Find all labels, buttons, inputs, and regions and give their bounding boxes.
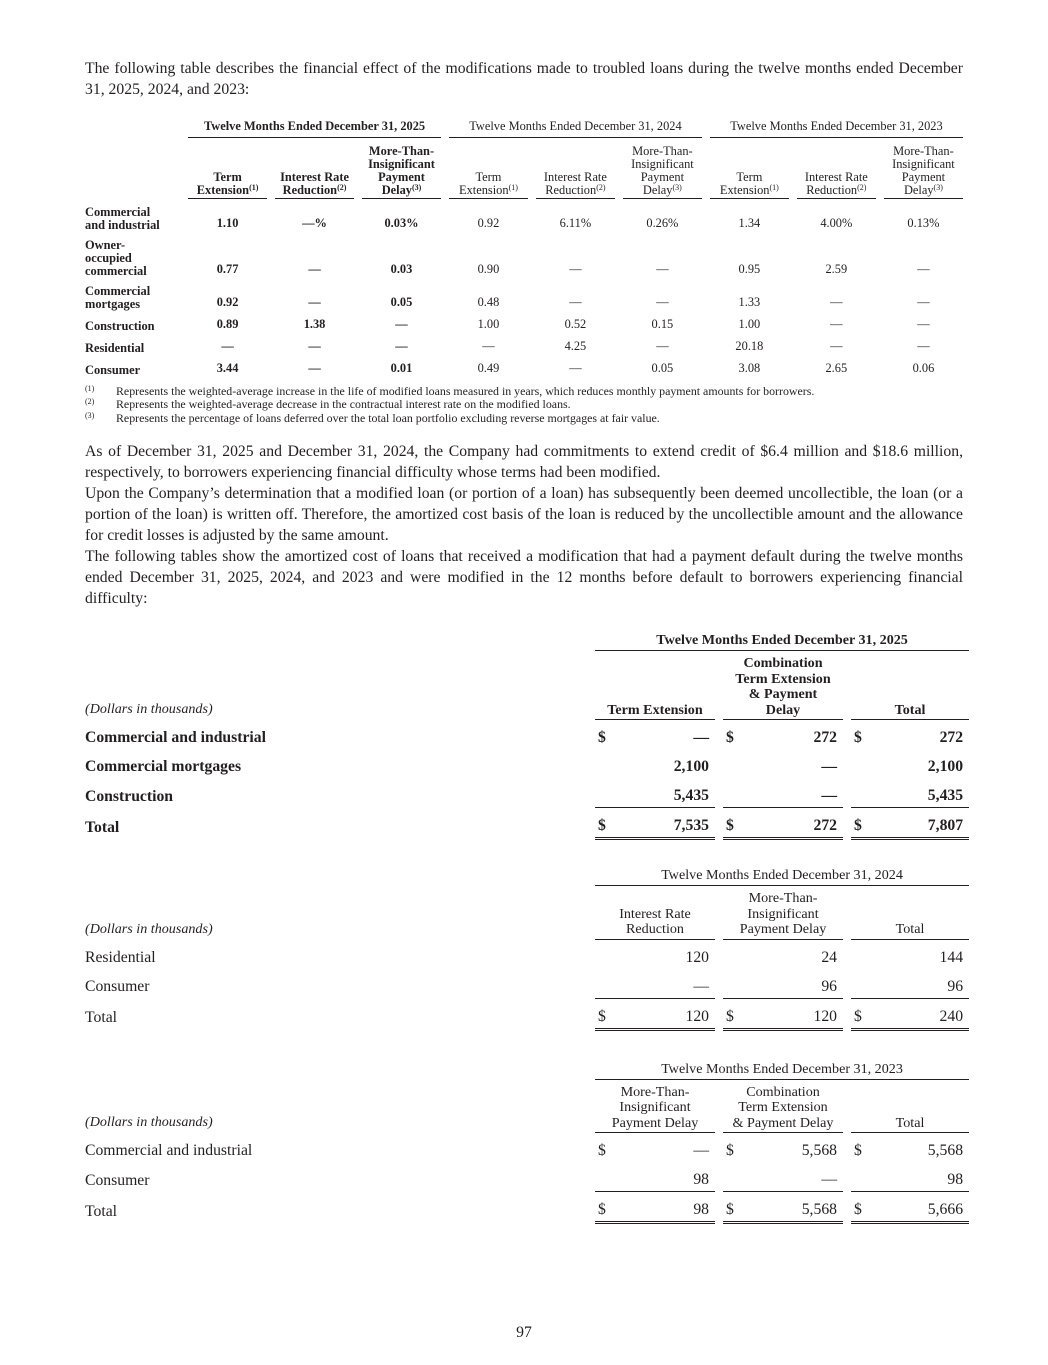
effect-cell: 3.44 [216, 360, 239, 375]
table-caption: Twelve Months Ended December 31, 2024 [595, 867, 969, 886]
effect-row [85, 311, 963, 333]
effect-cell: — [308, 360, 321, 375]
total-row [85, 1192, 969, 1223]
unit-label: (Dollars in thousands) [85, 920, 213, 937]
payment-default-table-2024 [85, 867, 969, 1031]
currency-symbol: $ [723, 998, 729, 1029]
col-term-extension-2025: Term Extension$^{(1)}$ [188, 138, 267, 199]
currency-symbol: $ [598, 729, 606, 746]
currency-symbol: $ [726, 729, 734, 746]
column-header: Total [851, 886, 969, 940]
effect-cell: 20.18 [735, 338, 764, 353]
column-header: Term Extension [595, 651, 715, 720]
effect-cell: — [569, 261, 582, 276]
column-header: Combination Term Extension & Payment Delay [723, 1079, 843, 1133]
row-label: Residential [85, 340, 145, 355]
effect-cell: — [308, 338, 321, 353]
amount-cell: 2,100 [927, 758, 964, 775]
payment-default-tables [85, 632, 963, 1224]
column-header: Combination Term Extension & Payment Delay [723, 651, 843, 720]
col-interest-rate-2023: Interest Rate Reduction$^{(2)}$ [797, 138, 876, 199]
amount-cell: 272 [939, 729, 964, 746]
effect-cell: 0.05 [390, 294, 413, 309]
footnote: $^{(3)}$ Represents the percentage of loans deferred over the total loan portfolio excluding reverse mortgages at fair value. [85, 410, 660, 425]
effect-cell: — [308, 261, 321, 276]
document-page [85, 58, 963, 1224]
effect-cell: 0.95 [738, 261, 761, 276]
amount-cell: 272 [813, 729, 837, 746]
effect-cell: 0.03% [384, 215, 419, 230]
row-label: Consumer [85, 362, 141, 377]
effect-cell: — [917, 338, 930, 353]
amount-cell: — [821, 787, 837, 804]
amount-cell: 5,435 [927, 787, 964, 804]
row-label: Construction [85, 318, 155, 333]
commitments-paragraph: As of December 31, 2025 and December 31, 2024, the Company had commitments to extend credit of $6.4 million and $18.6 million, respectively, to borrowers experiencing financial difficulty whose terms had been modified. [85, 443, 963, 481]
effect-row [85, 199, 963, 232]
effect-rows [85, 199, 963, 377]
amount-cell: — [693, 1142, 709, 1159]
amount-cell: 120 [685, 948, 709, 966]
page-number: 97 [516, 1324, 532, 1341]
effect-cell: 1.10 [216, 215, 239, 230]
currency-symbol: $ [854, 1142, 862, 1159]
default-intro-paragraph: The following tables show the amortized cost of loans that received a modification that had a payment default during the twelve months ended December 31, 2025, 2024, and 2023 and were modified in the 12 months before default to borrowers experiencing financial difficulty: [85, 548, 963, 607]
table-caption: Twelve Months Ended December 31, 2023 [595, 1061, 969, 1080]
effect-cell: 4.00% [820, 215, 853, 230]
effect-cell: — [221, 338, 234, 353]
table-row [85, 969, 969, 999]
currency-symbol: $ [595, 1192, 601, 1223]
effect-row [85, 232, 963, 278]
effect-cell: 4.25 [564, 338, 587, 353]
row-label: Residential [85, 948, 156, 966]
group-header-2023: Twelve Months Ended December 31, 2023 [710, 120, 963, 138]
effect-cell: — [482, 338, 495, 353]
effect-row [85, 333, 963, 355]
effect-cell: 0.49 [477, 360, 500, 375]
col-term-extension-2023: Term Extension$^{(1)}$ [710, 138, 789, 199]
row-label: Owner- occupied commercial [85, 237, 147, 278]
amount-cell: 24 [821, 948, 837, 966]
currency-symbol: $ [723, 1192, 729, 1223]
row-label: Consumer [85, 1171, 150, 1189]
amount-cell: 98 [693, 1171, 709, 1188]
row-label: Consumer [85, 978, 150, 995]
effect-cell: 0.92 [216, 294, 239, 309]
effect-cell: — [569, 294, 582, 309]
currency-symbol: $ [595, 998, 601, 1029]
amount-cell: 240 [857, 998, 969, 1029]
amount-cell: 144 [939, 948, 964, 966]
amount-cell: 7,535 [601, 808, 715, 839]
table-caption: Twelve Months Ended December 31, 2025 [595, 632, 969, 651]
table-row [85, 720, 969, 750]
amount-cell: — [821, 1171, 837, 1188]
col-interest-rate-2024: Interest Rate Reduction$^{(2)}$ [536, 138, 615, 199]
unit-label: (Dollars in thousands) [85, 1114, 213, 1130]
effect-cell: — [656, 261, 669, 276]
effect-cell: 0.26% [646, 215, 679, 230]
currency-symbol: $ [854, 729, 862, 746]
effect-cell: — [656, 294, 669, 309]
row-label: Commercial mortgages [85, 283, 151, 311]
effect-cell: — [569, 360, 582, 375]
effect-cell: — [917, 316, 930, 331]
amount-cell: 5,435 [673, 787, 709, 804]
amount-cell: 120 [601, 998, 715, 1029]
footnote: $^{(2)}$ Represents the weighted-average decrease in the contractual interest rate on the modified loans. [85, 397, 571, 411]
table-row [85, 939, 969, 969]
effect-cell: — [395, 316, 408, 331]
amount-cell: 272 [729, 808, 843, 839]
total-row [85, 998, 969, 1029]
effect-cell: 0.06 [912, 360, 935, 375]
effect-cell: — [830, 294, 843, 309]
table-row [85, 1133, 969, 1163]
effect-cell: 0.13% [907, 215, 940, 230]
footnotes [85, 385, 963, 426]
effect-cell: — [656, 338, 669, 353]
row-label: Commercial and industrial [85, 729, 266, 746]
currency-symbol: $ [851, 998, 857, 1029]
effect-cell: 1.34 [738, 215, 761, 230]
effect-row [85, 278, 963, 311]
amount-cell: 120 [729, 998, 843, 1029]
effect-cell: 6.11% [559, 215, 592, 230]
currency-symbol: $ [851, 1192, 857, 1223]
effect-cell: 0.15 [651, 316, 674, 331]
table-row [85, 749, 969, 778]
effect-cell: 1.33 [738, 294, 761, 309]
effect-cell: — [917, 294, 930, 309]
effect-cell: 3.08 [738, 360, 761, 375]
effect-cell: — [395, 338, 408, 353]
financial-effect-table [85, 120, 963, 377]
effect-cell: 0.52 [564, 316, 587, 331]
effect-cell: 0.90 [477, 261, 500, 276]
col-payment-delay-2023: More-Than- Insignificant Payment Delay$^{(3)}$ [884, 138, 963, 199]
amount-cell: 7,807 [857, 808, 969, 839]
currency-symbol: $ [598, 1142, 606, 1159]
currency-symbol: $ [851, 808, 857, 839]
effect-cell: 0.77 [216, 261, 239, 276]
effect-cell: 2.65 [825, 360, 848, 375]
column-header: More-Than- Insignificant Payment Delay [723, 886, 843, 940]
effect-cell: — [308, 294, 321, 309]
amount-cell: 98 [601, 1192, 715, 1223]
effect-row [85, 355, 963, 377]
table-row [85, 1162, 969, 1192]
effect-cell: 0.89 [216, 316, 239, 331]
column-header: Interest Rate Reduction [595, 886, 715, 940]
effect-cell: 0.48 [477, 294, 500, 309]
row-label: Total [85, 1202, 118, 1220]
unit-label: (Dollars in thousands) [85, 701, 213, 717]
effect-cell: —% [302, 215, 327, 230]
col-payment-delay-2024: More-Than- Insignificant Payment Delay$^{(3)}$ [623, 138, 702, 199]
col-interest-rate-2025: Interest Rate Reduction$^{(2)}$ [275, 138, 354, 199]
amount-cell: 96 [821, 977, 837, 995]
amount-cell: 5,568 [801, 1142, 837, 1159]
effect-cell: 0.03 [390, 261, 413, 276]
currency-symbol: $ [595, 808, 601, 839]
effect-cell: 1.38 [303, 316, 326, 331]
col-payment-delay-2025: More-Than- Insignificant Payment Delay$^{(3)}$ [362, 138, 441, 199]
amount-cell: 5,666 [857, 1192, 969, 1223]
effect-cell: — [830, 338, 843, 353]
row-label: Construction [85, 787, 174, 805]
row-label: Commercial and industrial [85, 1142, 253, 1159]
write-off-paragraph: Upon the Company’s determination that a modified loan (or portion of a loan) has subsequently been deemed uncollectible, the loan (or a portion of the loan) is written off. Therefore, the amortized cost basis of the loan is reduced by the uncollectible amount and the allowance for credit losses is adjusted by the same amount. [85, 485, 963, 544]
amount-cell: 2,100 [673, 758, 709, 775]
effect-cell: — [917, 261, 930, 276]
col-term-extension-2024: Term Extension$^{(1)}$ [449, 138, 528, 199]
table-row [85, 778, 969, 808]
amount-cell: 5,568 [729, 1192, 843, 1223]
effect-cell: 0.05 [651, 360, 674, 375]
amount-cell: — [693, 977, 709, 995]
group-header-2025: Twelve Months Ended December 31, 2025 [188, 120, 441, 138]
amount-cell: — [693, 729, 709, 746]
footnote: $^{(1)}$ Represents the weighted-average increase in the life of modified loans measured in years, which reduces monthly payment amounts for borrowers. [85, 383, 815, 398]
payment-default-table-2023 [85, 1061, 969, 1225]
column-header: Total [851, 1079, 969, 1133]
intro-paragraph: The following table describes the financial effect of the modifications made to troubled loans during the twelve months ended December 31, 2025, 2024, and 2023: [85, 60, 963, 98]
row-label: Commercial mortgages [85, 758, 242, 775]
currency-symbol: $ [723, 808, 729, 839]
column-header: More-Than- Insignificant Payment Delay [595, 1079, 715, 1133]
currency-symbol: $ [726, 1142, 734, 1159]
effect-cell: 0.92 [477, 215, 500, 230]
amount-cell: 96 [947, 977, 964, 995]
group-header-2024: Twelve Months Ended December 31, 2024 [449, 120, 702, 138]
row-label: Total [85, 1009, 118, 1026]
effect-cell: 0.01 [390, 360, 413, 375]
effect-cell: 1.00 [477, 316, 500, 331]
amount-cell: — [821, 758, 837, 775]
payment-default-table-2025 [85, 632, 969, 840]
row-label: Commercial and industrial [85, 204, 160, 232]
effect-cell: 2.59 [825, 261, 848, 276]
total-row [85, 808, 969, 839]
amount-cell: 98 [947, 1171, 964, 1188]
row-label: Total [85, 818, 120, 836]
amount-cell: 5,568 [927, 1142, 964, 1159]
effect-cell: 1.00 [738, 316, 761, 331]
column-header: Total [851, 651, 969, 720]
effect-cell: — [830, 316, 843, 331]
